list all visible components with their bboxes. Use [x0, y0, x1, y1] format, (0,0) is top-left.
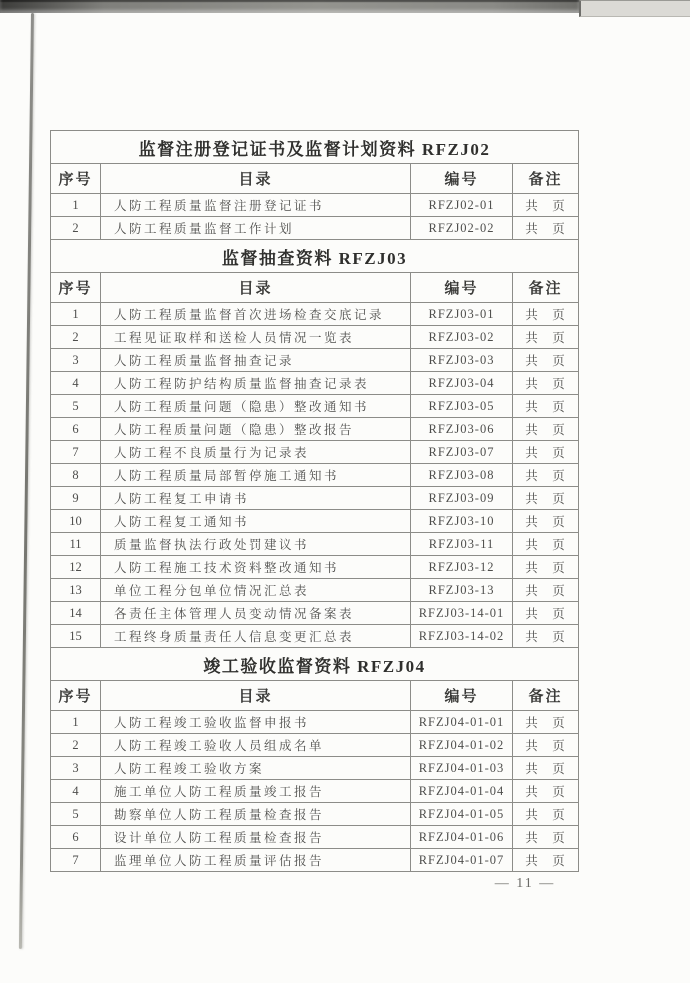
row-index: 2 [51, 734, 101, 757]
row-remark: 共 页 [513, 579, 579, 602]
row-index: 4 [51, 372, 101, 395]
section-title-row [51, 240, 579, 273]
row-remark: 共 页 [513, 533, 579, 556]
row-code: RFZJ04-01-02 [411, 734, 513, 757]
row-code: RFZJ03-09 [411, 487, 513, 510]
row-index: 10 [51, 510, 101, 533]
row-code: RFZJ02-02 [411, 217, 513, 240]
row-catalog-title: 人防工程质量局部暂停施工通知书 [101, 464, 411, 487]
book-spine-fold-line [19, 13, 34, 949]
column-header-code: 编号 [411, 681, 513, 711]
column-header-index: 序号 [51, 681, 101, 711]
column-header-index: 序号 [51, 164, 101, 194]
row-catalog-title: 人防工程防护结构质量监督抽查记录表 [101, 372, 411, 395]
row-code: RFZJ03-12 [411, 556, 513, 579]
row-code: RFZJ03-02 [411, 326, 513, 349]
row-remark: 共 页 [513, 711, 579, 734]
table-row [51, 826, 579, 849]
row-index: 13 [51, 579, 101, 602]
row-code: RFZJ03-07 [411, 441, 513, 464]
table-row [51, 734, 579, 757]
row-index: 6 [51, 418, 101, 441]
row-catalog-title: 人防工程质量问题（隐患）整改通知书 [101, 395, 411, 418]
row-remark: 共 页 [513, 372, 579, 395]
row-catalog-title: 人防工程不良质量行为记录表 [101, 441, 411, 464]
row-remark: 共 页 [513, 194, 579, 217]
table-row [51, 464, 579, 487]
row-catalog-title: 人防工程质量监督首次进场检查交底记录 [101, 303, 411, 326]
row-remark: 共 页 [513, 734, 579, 757]
scan-top-edge-shadow [0, 0, 579, 13]
section-title: 竣工验收监督资料 RFZJ04 [51, 648, 579, 681]
row-remark: 共 页 [513, 602, 579, 625]
table-row [51, 372, 579, 395]
scan-corner-notch [579, 0, 690, 17]
table-row [51, 602, 579, 625]
row-index: 1 [51, 194, 101, 217]
row-catalog-title: 人防工程复工申请书 [101, 487, 411, 510]
row-remark: 共 页 [513, 556, 579, 579]
row-remark: 共 页 [513, 826, 579, 849]
table-row [51, 849, 579, 872]
table-row [51, 533, 579, 556]
row-remark: 共 页 [513, 303, 579, 326]
row-index: 3 [51, 757, 101, 780]
row-code: RFZJ03-06 [411, 418, 513, 441]
row-index: 14 [51, 602, 101, 625]
table-row [51, 487, 579, 510]
section-header-row [51, 681, 579, 711]
row-code: RFZJ03-04 [411, 372, 513, 395]
section-header-row [51, 164, 579, 194]
row-catalog-title: 质量监督执法行政处罚建议书 [101, 533, 411, 556]
row-remark: 共 页 [513, 441, 579, 464]
table-row [51, 326, 579, 349]
supervision-materials-catalog-table [50, 130, 579, 872]
row-catalog-title: 工程终身质量责任人信息变更汇总表 [101, 625, 411, 648]
row-code: RFZJ04-01-01 [411, 711, 513, 734]
row-remark: 共 页 [513, 326, 579, 349]
column-header-catalog: 目录 [101, 164, 411, 194]
row-remark: 共 页 [513, 464, 579, 487]
row-code: RFZJ03-14-01 [411, 602, 513, 625]
row-index: 3 [51, 349, 101, 372]
row-index: 2 [51, 217, 101, 240]
row-catalog-title: 工程见证取样和送检人员情况一览表 [101, 326, 411, 349]
section-title-row [51, 131, 579, 164]
section-title: 监督注册登记证书及监督计划资料 RFZJ02 [51, 131, 579, 164]
table-row [51, 803, 579, 826]
row-remark: 共 页 [513, 510, 579, 533]
column-header-index: 序号 [51, 273, 101, 303]
section-title: 监督抽查资料 RFZJ03 [51, 240, 579, 273]
row-catalog-title: 人防工程竣工验收监督申报书 [101, 711, 411, 734]
column-header-catalog: 目录 [101, 273, 411, 303]
column-header-remark: 备注 [513, 681, 579, 711]
row-index: 1 [51, 303, 101, 326]
row-catalog-title: 人防工程复工通知书 [101, 510, 411, 533]
row-index: 11 [51, 533, 101, 556]
table-row [51, 625, 579, 648]
table-row [51, 194, 579, 217]
row-remark: 共 页 [513, 849, 579, 872]
row-code: RFZJ03-05 [411, 395, 513, 418]
row-catalog-title: 单位工程分包单位情况汇总表 [101, 579, 411, 602]
row-code: RFZJ03-03 [411, 349, 513, 372]
column-header-remark: 备注 [513, 273, 579, 303]
row-code: RFZJ04-01-05 [411, 803, 513, 826]
row-remark: 共 页 [513, 757, 579, 780]
row-catalog-title: 人防工程质量监督工作计划 [101, 217, 411, 240]
row-code: RFZJ04-01-03 [411, 757, 513, 780]
section-header-row [51, 273, 579, 303]
column-header-catalog: 目录 [101, 681, 411, 711]
row-code: RFZJ04-01-04 [411, 780, 513, 803]
section-title-row [51, 648, 579, 681]
row-catalog-title: 各责任主体管理人员变动情况备案表 [101, 602, 411, 625]
table-row [51, 217, 579, 240]
row-catalog-title: 人防工程竣工验收方案 [101, 757, 411, 780]
row-remark: 共 页 [513, 780, 579, 803]
row-index: 7 [51, 849, 101, 872]
row-catalog-title: 勘察单位人防工程质量检查报告 [101, 803, 411, 826]
row-code: RFZJ03-01 [411, 303, 513, 326]
table-row [51, 556, 579, 579]
row-remark: 共 页 [513, 487, 579, 510]
column-header-code: 编号 [411, 164, 513, 194]
row-index: 7 [51, 441, 101, 464]
table-row [51, 441, 579, 464]
table-row [51, 780, 579, 803]
row-index: 12 [51, 556, 101, 579]
row-catalog-title: 监理单位人防工程质量评估报告 [101, 849, 411, 872]
row-index: 1 [51, 711, 101, 734]
row-catalog-title: 人防工程施工技术资料整改通知书 [101, 556, 411, 579]
page-number: — 11 — [494, 876, 556, 891]
table-row [51, 349, 579, 372]
row-catalog-title: 人防工程质量问题（隐患）整改报告 [101, 418, 411, 441]
row-remark: 共 页 [513, 349, 579, 372]
row-index: 4 [51, 780, 101, 803]
row-index: 8 [51, 464, 101, 487]
column-header-remark: 备注 [513, 164, 579, 194]
table-row [51, 711, 579, 734]
row-index: 6 [51, 826, 101, 849]
column-header-code: 编号 [411, 273, 513, 303]
table-row [51, 579, 579, 602]
row-code: RFZJ03-14-02 [411, 625, 513, 648]
row-remark: 共 页 [513, 803, 579, 826]
row-code: RFZJ03-11 [411, 533, 513, 556]
table-row [51, 303, 579, 326]
row-index: 5 [51, 395, 101, 418]
row-index: 2 [51, 326, 101, 349]
table-row [51, 510, 579, 533]
row-remark: 共 页 [513, 217, 579, 240]
row-index: 15 [51, 625, 101, 648]
row-catalog-title: 人防工程质量监督抽查记录 [101, 349, 411, 372]
table-row [51, 757, 579, 780]
row-remark: 共 页 [513, 418, 579, 441]
table-row [51, 395, 579, 418]
row-catalog-title: 人防工程质量监督注册登记证书 [101, 194, 411, 217]
row-remark: 共 页 [513, 625, 579, 648]
row-remark: 共 页 [513, 395, 579, 418]
row-index: 9 [51, 487, 101, 510]
table-row [51, 418, 579, 441]
row-code: RFZJ03-13 [411, 579, 513, 602]
row-code: RFZJ03-10 [411, 510, 513, 533]
row-catalog-title: 人防工程竣工验收人员组成名单 [101, 734, 411, 757]
row-code: RFZJ03-08 [411, 464, 513, 487]
row-code: RFZJ04-01-06 [411, 826, 513, 849]
row-catalog-title: 施工单位人防工程质量竣工报告 [101, 780, 411, 803]
row-code: RFZJ04-01-07 [411, 849, 513, 872]
row-catalog-title: 设计单位人防工程质量检查报告 [101, 826, 411, 849]
row-code: RFZJ02-01 [411, 194, 513, 217]
row-index: 5 [51, 803, 101, 826]
